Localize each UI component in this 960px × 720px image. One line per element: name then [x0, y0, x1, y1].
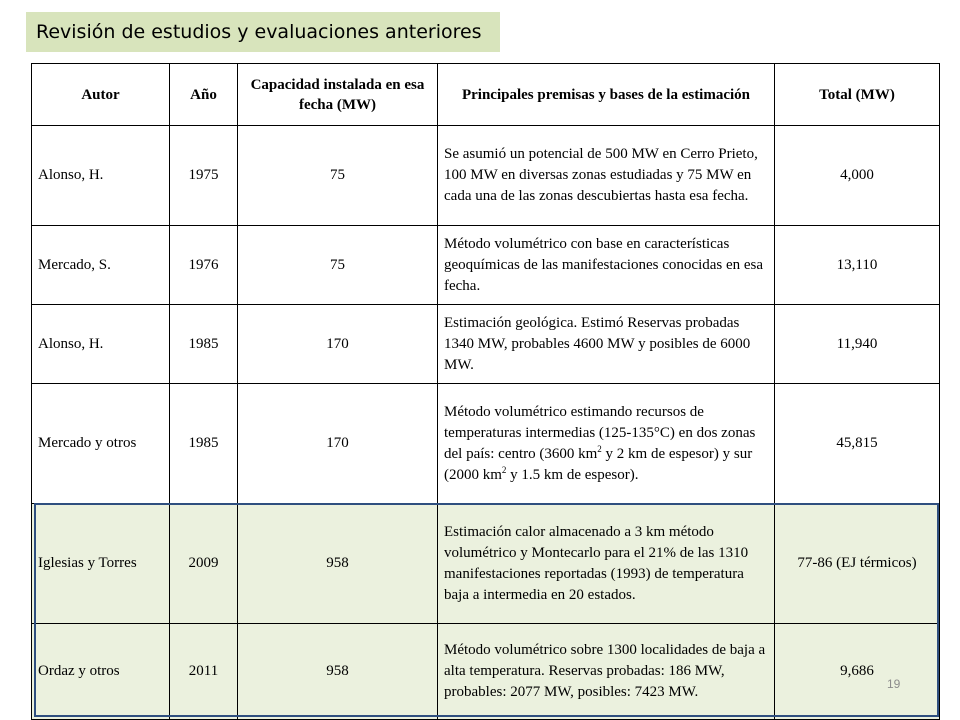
cell-anio: 1976 [170, 226, 238, 305]
cell-autor: Mercado, S. [32, 226, 170, 305]
cell-anio: 1975 [170, 126, 238, 226]
superscript-2: 2 [501, 464, 507, 475]
cell-total: 77-86 (EJ térmicos) [775, 504, 940, 624]
cell-premisas: Método volumétrico sobre 1300 localidades de baja a alta temperatura. Reservas probadas: 186 MW, probables: 2077 MW, posibles: 7423 MW. [438, 624, 775, 720]
cell-capacidad: 75 [238, 226, 438, 305]
page-number: 19 [887, 677, 901, 691]
table-row [32, 504, 940, 624]
cell-total: 45,815 [775, 384, 940, 504]
header-total: Total (MW) [775, 64, 940, 126]
cell-total: 9,686 [775, 624, 940, 720]
cell-premisas: Se asumió un potencial de 500 MW en Cerro Prieto, 100 MW en diversas zonas estudiadas y 75 MW en cada una de las zonas descubiertas hasta esa fecha. [438, 126, 775, 226]
cell-premisas: Estimación geológica. Estimó Reservas probadas 1340 MW, probables 4600 MW y posibles de 6000 MW. [438, 305, 775, 384]
header-capacidad: Capacidad instalada en esa fecha (MW) [238, 64, 438, 126]
premisas-part-c: y 1.5 km de espesor). [506, 466, 639, 483]
header-premisas: Principales premisas y bases de la estimación [438, 64, 775, 126]
cell-capacidad: 958 [238, 504, 438, 624]
cell-anio: 1985 [170, 305, 238, 384]
premisas-part-a: Método volumétrico estimando recursos de temperaturas intermedias (125-135°C) en dos zonas del país: centro (3600 km [444, 403, 756, 462]
table-row [32, 305, 940, 384]
cell-anio: 2009 [170, 504, 238, 624]
cell-capacidad: 170 [238, 384, 438, 504]
cell-capacidad: 75 [238, 126, 438, 226]
table-row [32, 384, 940, 504]
table-header-row [32, 64, 940, 126]
table-row [32, 624, 940, 720]
cell-capacidad: 958 [238, 624, 438, 720]
cell-total: 11,940 [775, 305, 940, 384]
cell-anio: 2011 [170, 624, 238, 720]
slide-title: Revisión de estudios y evaluaciones anteriores [26, 12, 500, 52]
cell-autor: Alonso, H. [32, 305, 170, 384]
superscript-2: 2 [597, 443, 602, 454]
premisas-part-b: y 2 km de espesor) y sur (2000 km [444, 445, 753, 483]
cell-total: 13,110 [775, 226, 940, 305]
cell-anio: 1985 [170, 384, 238, 504]
cell-premisas: Método volumétrico con base en características geoquímicas de las manifestaciones conocidas en esa fecha. [438, 226, 775, 305]
cell-total: 4,000 [775, 126, 940, 226]
cell-autor: Mercado y otros [32, 384, 170, 504]
table-row [32, 126, 940, 226]
header-autor: Autor [32, 64, 170, 126]
table-row [32, 226, 940, 305]
cell-autor: Alonso, H. [32, 126, 170, 226]
cell-premisas: Estimación calor almacenado a 3 km método volumétrico y Montecarlo para el 21% de las 1310 manifestaciones reportadas (1993) de temperatura baja a intermedia en 20 estados. [438, 504, 775, 624]
studies-table [31, 63, 940, 720]
cell-premisas [438, 384, 775, 504]
cell-autor: Ordaz y otros [32, 624, 170, 720]
cell-capacidad: 170 [238, 305, 438, 384]
header-anio: Año [170, 64, 238, 126]
cell-autor: Iglesias y Torres [32, 504, 170, 624]
